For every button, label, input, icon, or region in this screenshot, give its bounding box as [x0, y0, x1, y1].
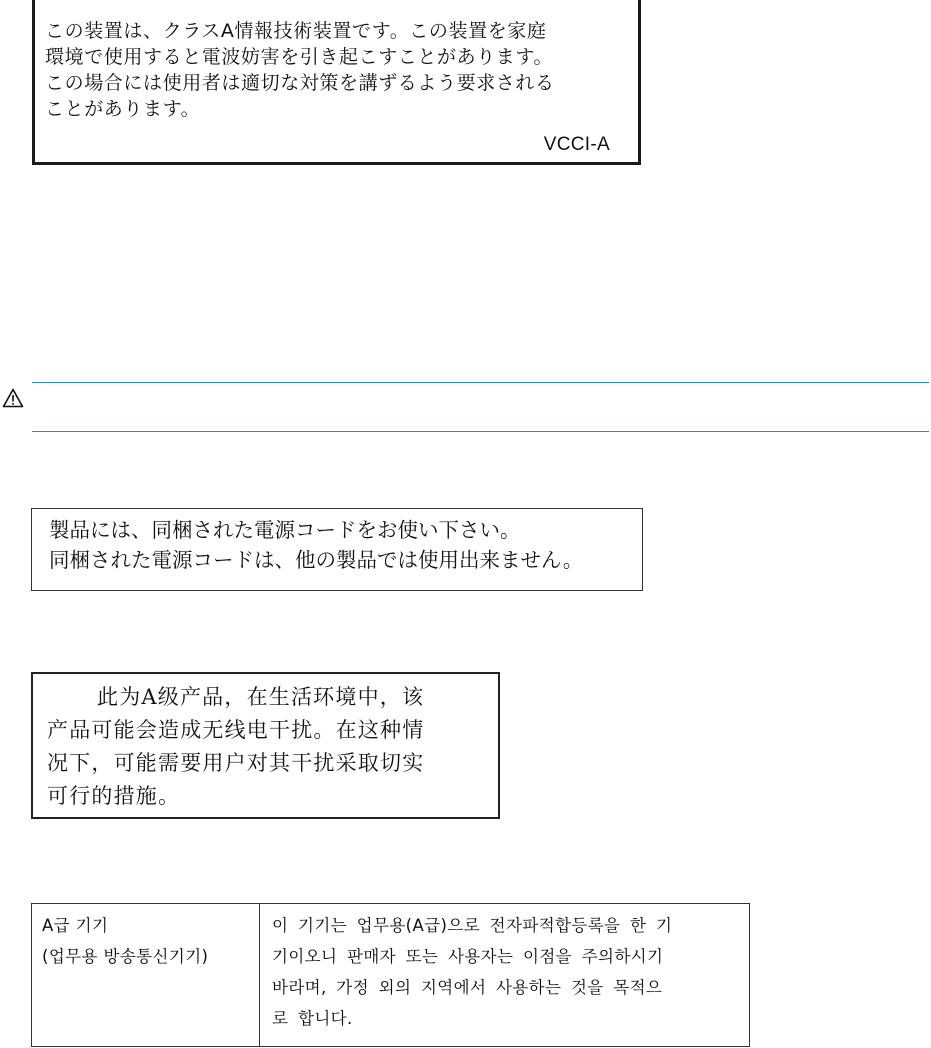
power-cord-notice-box	[31, 508, 643, 591]
china-notice-line: 可行的措施。	[47, 784, 181, 808]
korea-notice-line: 바라며, 가정 외의 지역에서 사용하는 것을 목적으	[272, 978, 663, 997]
korea-notice-line: 기이오니 판매자 또는 사용자는 이점을 주의하시기	[272, 947, 664, 966]
vcci-notice-line: 環境で使用すると電波妨害を引き起こすことがあります。	[45, 46, 554, 68]
china-notice-line: 产品可能会造成无线电干扰。在这种情	[47, 718, 425, 742]
caution-rule-bottom	[32, 431, 929, 432]
china-notice-box	[31, 672, 500, 819]
vcci-notice-line: ことがあります。	[45, 98, 201, 120]
china-notice-line: 况下，可能需要用户对其干扰采取切实	[47, 751, 425, 775]
korea-notice-table	[31, 903, 750, 1047]
korea-notice-cell	[272, 910, 672, 1034]
vcci-class-tag: VCCI-A	[543, 134, 610, 155]
vcci-notice-line: この場合には使用者は適切な対策を講ずるよう要求される	[45, 72, 555, 94]
vcci-notice-box	[32, 0, 641, 165]
warning-triangle-icon	[2, 388, 24, 408]
table-divider	[259, 904, 260, 1046]
caution-bar	[0, 382, 931, 432]
caution-rule-top	[32, 382, 929, 383]
korea-notice-line: 이 기기는 업무용(A급)으로 전자파적합등록을 한 기	[272, 916, 673, 935]
korea-notice-line: 로 합니다.	[272, 1009, 353, 1028]
korea-class-cell	[42, 910, 208, 972]
power-cord-notice-line: 製品には、同梱された電源コードをお使い下さい。	[49, 518, 521, 542]
vcci-notice-line: この装置は、クラスA情報技術装置です。この装置を家庭	[45, 20, 547, 42]
korea-class-line: (업무용 방송통신기기)	[42, 947, 209, 966]
china-notice-line: 此为A级产品，在生活环境中，该	[97, 685, 425, 709]
korea-class-line: A급 기기	[42, 916, 109, 935]
power-cord-notice-line: 同梱された電源コードは、他の製品では使用出来ません。	[49, 548, 584, 572]
